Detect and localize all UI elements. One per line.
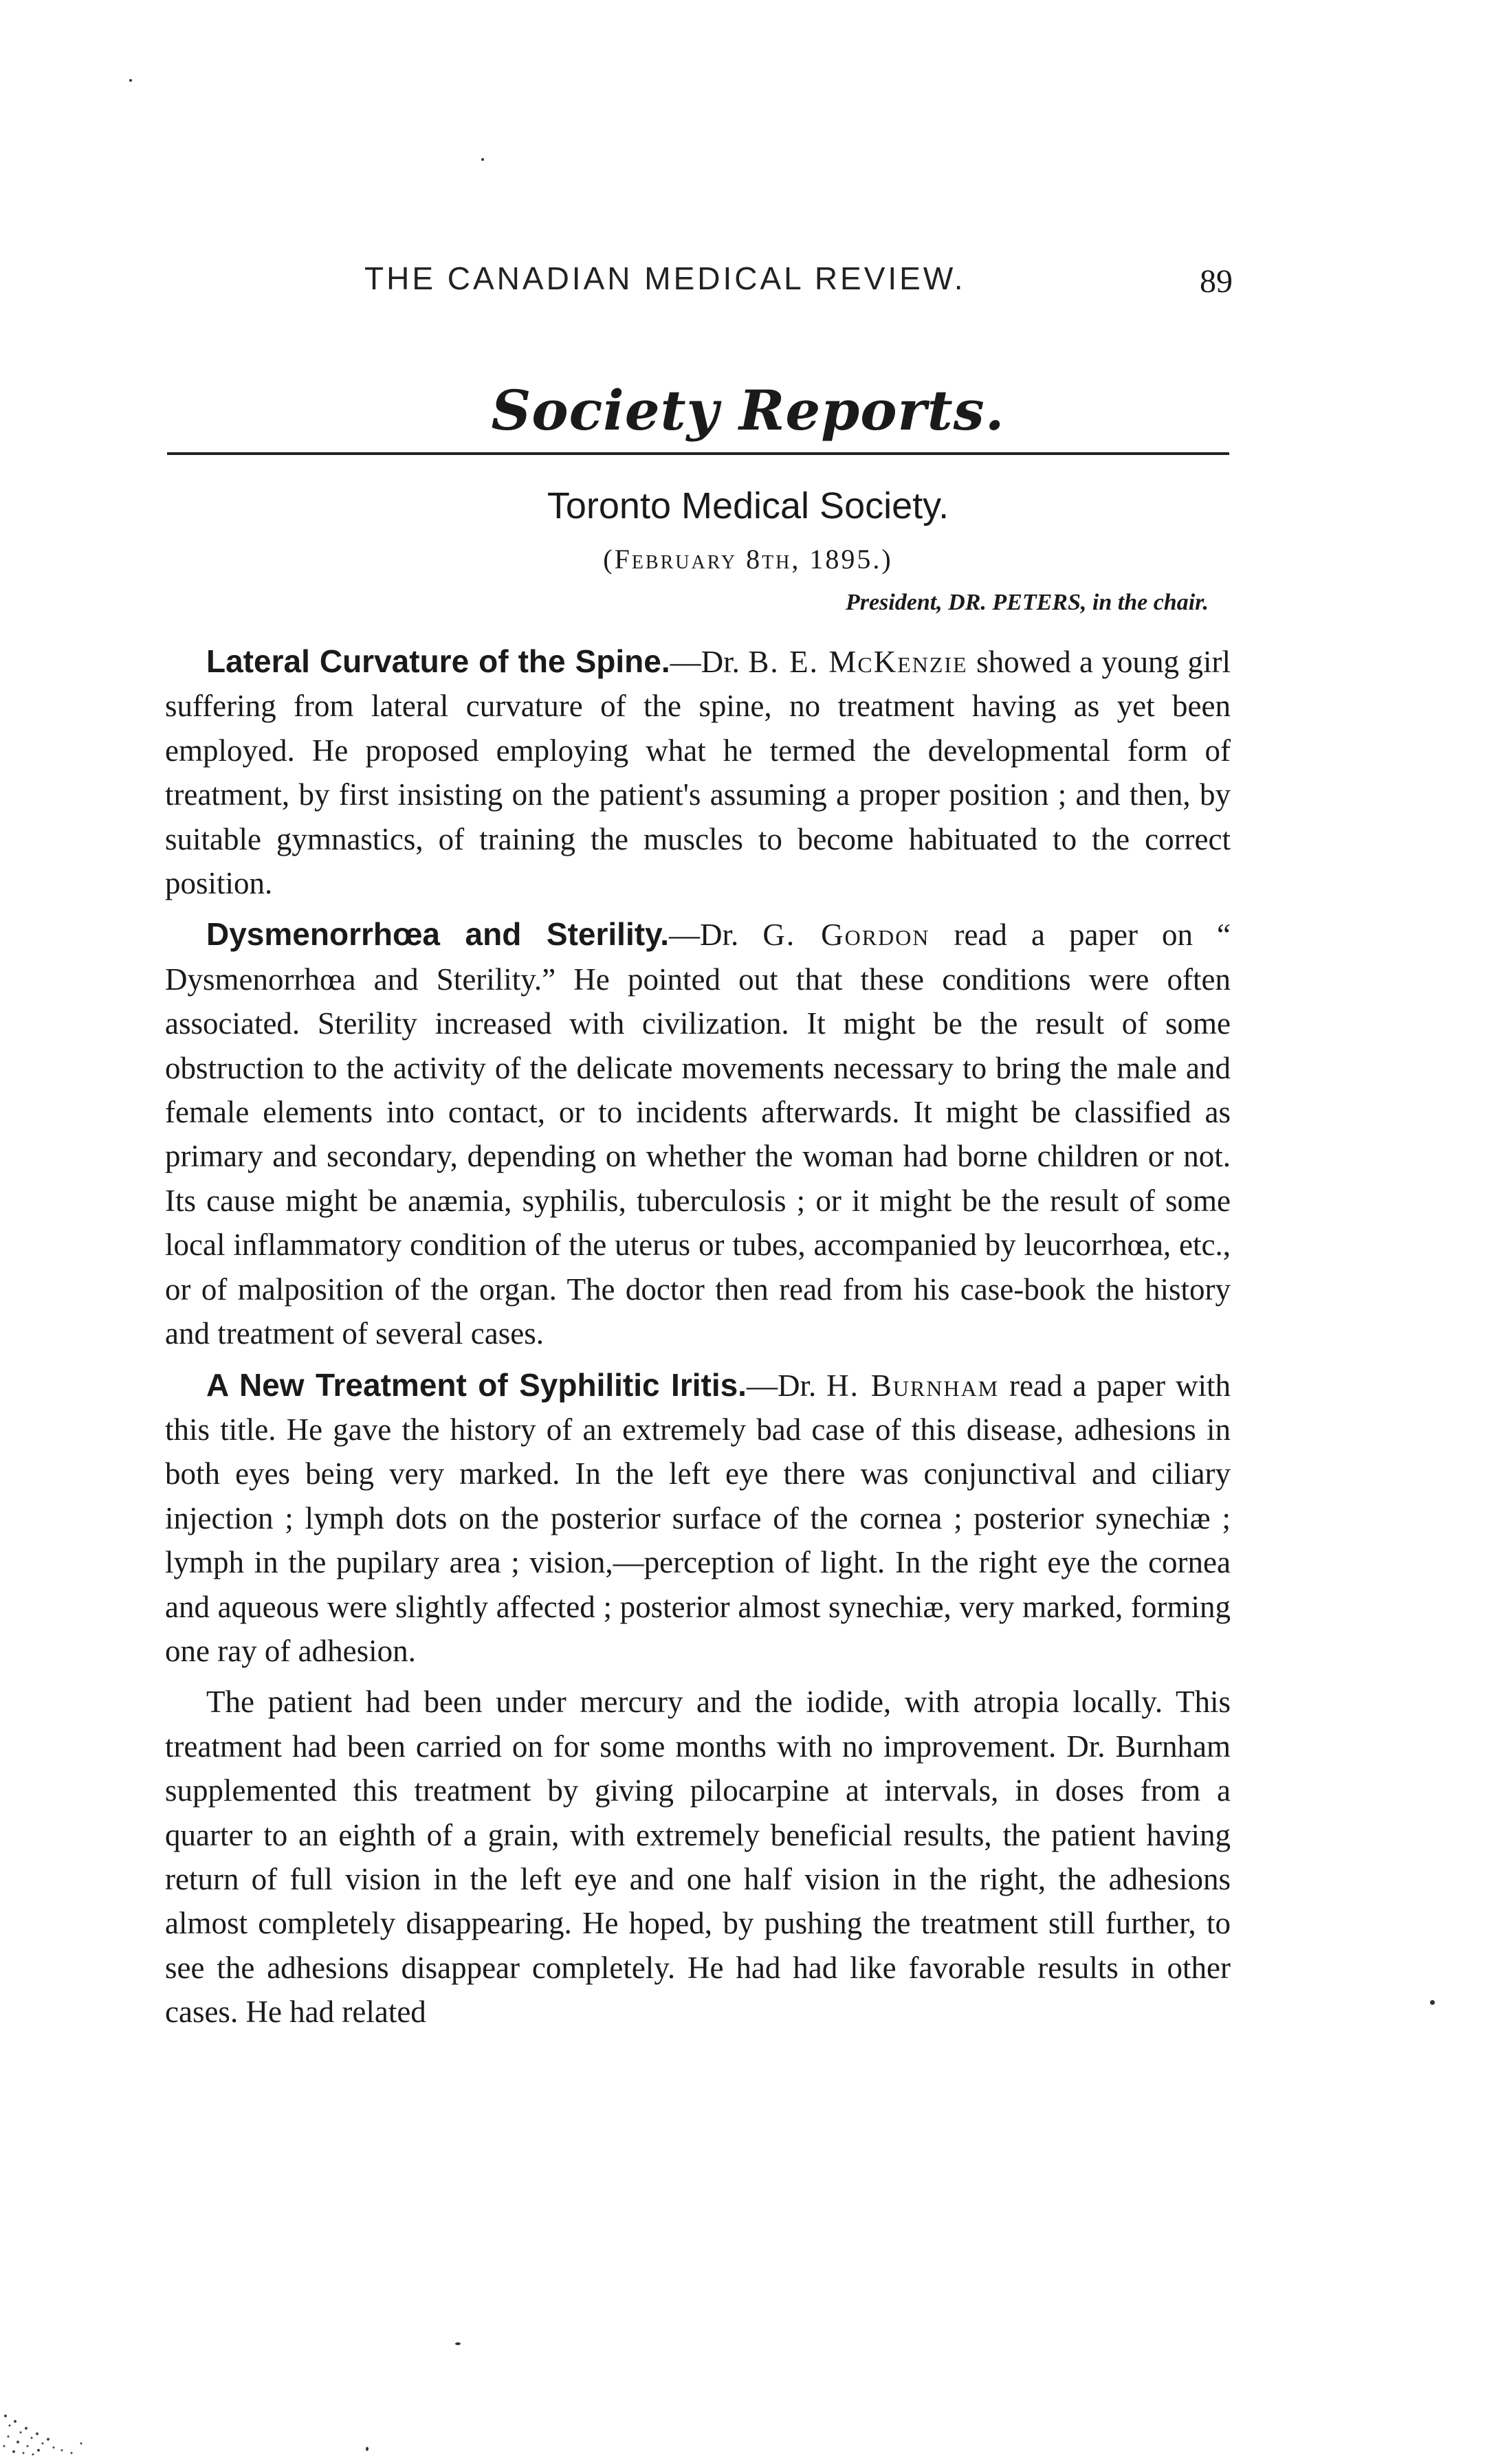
scan-speck (455, 2342, 461, 2345)
scan-speck (129, 79, 132, 82)
title-rule (167, 452, 1229, 455)
paragraph-text: read a paper with this title. He gave the history of an extremely bad case of this disease, adhesions in both eyes being very marked. In the left eye there was conjunctival and ciliary injection ; lymph dots on the posterior surface of the cornea ; posterior synechiæ ; lymph in the pupilary area ; vision,—perception of light. In the right eye the cornea and aqueous were slightly affected ; posterior almost synechiæ, very marked, forming one ray of adhesion. (165, 1368, 1231, 1668)
running-head: THE CANADIAN MEDICAL REVIEW. (364, 260, 966, 296)
speaker-name: B. E. McKenzie (748, 645, 968, 679)
scan-speck (1430, 2000, 1435, 2005)
paragraph-iritis (165, 1363, 1231, 1674)
society-name: Toronto Medical Society. (547, 485, 949, 526)
scan-speck (366, 2447, 368, 2451)
paragraph-treatment (165, 1680, 1231, 2034)
paragraph-text: The patient had been under mercury and the iodide, with atropia locally. This treatment had been carried on for some months with no improvement. Dr. Burnham supplemented this treatment by giving pilocarpine at intervals, in doses from a quarter to an eighth of a grain, with extremely beneficial results, the patient having return of full vision in the left eye and one half vision in the right, the adhesions almost completely disappearing. He hoped, by pushing the treatment still further, to see the adhesions disappear completely. He had had like favorable results in other cases. He had related (165, 1685, 1231, 2030)
chair-line: President, DR. PETERS, in the chair. (845, 590, 1209, 615)
paragraph-dash: —Dr. (746, 1368, 827, 1403)
paragraph-text: read a paper on “ Dysmenorrhœa and Sterility.” He pointed out that these conditions were often associated. Sterility increased with civilization. It might be the result of some obstruction to the activity of the delicate movements necessary to bring the male and female elements into contact, or to incidents afterwards. It might be classified as primary and secondary, depending on whether the woman had borne children or not. Its cause might be anæmia, syphilis, tuberculosis ; or it might be the result of some local inflammatory condition of the uterus or tubes, accompanied by leucorrhœa, etc., or of malposition of the organ. The doctor then read from his case-book the history and treatment of several cases. (165, 918, 1231, 1351)
section-title: Society Reports. (491, 378, 1005, 443)
paragraph-lead: A New Treatment of Syphilitic Iritis. (206, 1366, 747, 1403)
paragraph-text: showed a young girl suffering from lateral curvature of the spine, no treatment having as yet been employed. He proposed employing what he termed the developmental form of treatment, by first insisting on the patient's assuming a proper position ; and then, by suitable gymnastics, of training the muscles to become habituated to the correct position. (165, 645, 1231, 901)
page-number: 89 (1200, 263, 1233, 300)
paragraph-spine (165, 639, 1231, 905)
speaker-name: H. Burnham (826, 1368, 1000, 1403)
scan-noise-artifact (0, 2402, 103, 2457)
speaker-name: G. Gordon (762, 918, 930, 953)
meeting-date: (February 8th, 1895.) (603, 544, 893, 575)
scan-speck (481, 158, 484, 161)
paragraph-lead: Dysmenorrhœa and Sterility. (206, 916, 670, 953)
paragraph-dash: —Dr. (669, 918, 763, 953)
report-body (165, 639, 1231, 2034)
paragraph-dash: —Dr. (670, 645, 749, 679)
paragraph-dysmenorrhoea (165, 912, 1231, 1355)
paragraph-lead: Lateral Curvature of the Spine. (206, 643, 670, 679)
